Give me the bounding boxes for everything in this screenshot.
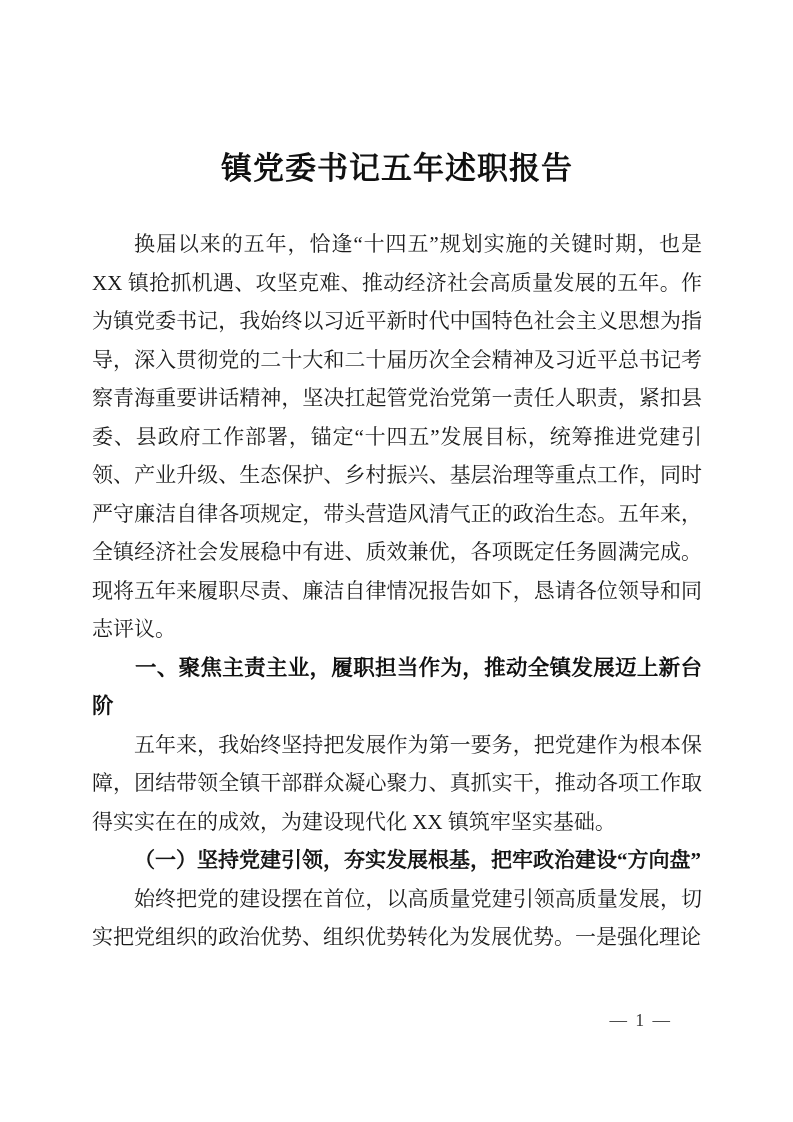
section-1-heading: 一、聚焦主责主业，履职担当作为，推动全镇发展迈上新台阶 bbox=[92, 655, 702, 718]
paragraph-intro: 换届以来的五年，恰逢“十四五”规划实施的关键时期，也是 XX 镇抢抓机遇、攻坚克难、推动经济社会高质量发展的五年。作为镇党委书记，我始终以习近平新时代中国特色社会主义思想为指导，深入贯彻党的二十大和二十届历次全会精神及习近平总书记考察青海重要讲话精神，坚决扛起管党治党第一责任人职责，紧扣县委、县政府工作部署，锚定“十四五”发展目标，统筹推进党建引领、产业升级、生态保护、乡村振兴、基层治理等重点工作，同时严守廉洁自律各项规定，带头营造风清气正的政治生态。五年来，全镇经济社会发展稳中有进、质效兼优，各项既定任务圆满完成。现将五年来履职尽责、廉洁自律情况报告如下，恳请各位领导和同志评议。 bbox=[92, 232, 702, 641]
subsection-1-1-heading: （一）坚持党建引领，夯实发展根基，把牢政治建设“方向盘” bbox=[134, 848, 701, 872]
paragraph-section-1-overview: 五年来，我始终坚持把发展作为第一要务，把党建作为根本保障，团结带领全镇干部群众凝心聚力、真抓实干，推动各项工作取得实实在在的成效，为建设现代化 XX 镇筑牢坚实基础。 bbox=[92, 732, 702, 834]
paragraph-subsection-1-1: 始终把党的建设摆在首位，以高质量党建引领高质量发展，切实把党组织的政治优势、组织优势转化为发展优势。一是强化理论 bbox=[92, 886, 702, 949]
page-number: — 1 — bbox=[609, 1010, 672, 1030]
document-content bbox=[92, 145, 702, 957]
document-title: 镇党委书记五年述职报告 bbox=[221, 151, 573, 186]
